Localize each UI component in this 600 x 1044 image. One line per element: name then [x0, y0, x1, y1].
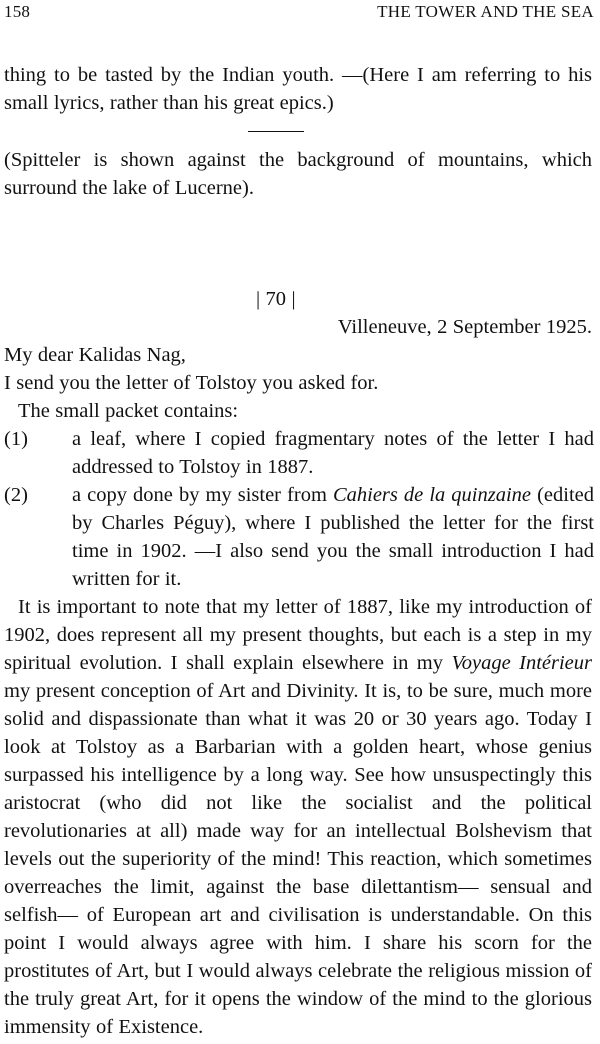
- letter-salutation: My dear Kalidas Nag,: [4, 344, 186, 366]
- running-header: [4, 2, 594, 28]
- book-title: Voyage Intérieur: [451, 652, 593, 674]
- running-title: THE TOWER AND THE SEA: [377, 2, 594, 21]
- list-item: [4, 481, 594, 593]
- letter-main-paragraph: [4, 593, 592, 1041]
- list-item-text: a leaf, where I copied fragmentary notes of the letter I had addressed to Tolstoy in 1887.: [72, 428, 594, 478]
- main-paragraph-end: my present conception of Art and Divinity. It is, to be sure, much more solid and dispassionate than what it was 20 or 30 years ago. Today I look at Tolstoy as a Barbarian with a golden heart, whose genius surpassed his intelligence by a long way. See how unsuspectingly this aristocrat (who did not like the socialist and the political revolutionaries at all) made way for an intellectual Bolshevism that levels out the superiority of the mind! This reaction, which sometimes overreaches the limit, against the base dilettantism— sensual and selfish— of European art and civilisation is understandable. On this point I would always agree with him. I share his scorn for the prostitutes of Art, but I would always celebrate the religious mission of the truly great Art, for it opens the window of the mind to the glorious immensity of Existence.: [4, 680, 592, 1038]
- letter-send-line: I send you the letter of Tolstoy you asked for.: [4, 372, 379, 394]
- list-item-text-end: (edited by Charles Péguy), where I published the letter for the first time in 1902. —I also send you the small introduction I had written for it.: [72, 484, 594, 590]
- paragraph-lyrics-note: thing to be tasted by the Indian youth. —(Here I am referring to his small lyrics, rather than his great epics.): [4, 64, 592, 114]
- list-item-text-start: a copy done by my sister from: [72, 484, 333, 506]
- letter-number: | 70 |: [256, 288, 296, 310]
- letter-dateline: Villeneuve, 2 September 1925.: [337, 316, 592, 338]
- main-paragraph-start: It is important to note that my letter of 1887, like my introduction of 1902, does represent all my present thoughts, but each is a step in my spiritual evolution. I shall explain elsewhere in my: [4, 596, 592, 674]
- paragraph-spitteler-note: (Spitteler is shown against the background of mountains, which surround the lake of Lucerne).: [4, 149, 592, 199]
- journal-title: Cahiers de la quinzaine: [332, 484, 532, 506]
- packet-contents-line: The small packet contains:: [18, 400, 239, 422]
- list-item-text: [72, 481, 594, 593]
- list-item: [4, 425, 594, 481]
- list-item-number: (1): [4, 428, 28, 450]
- section-divider: [248, 131, 304, 132]
- list-item-number: (2): [4, 484, 28, 506]
- page-number: 158: [4, 2, 31, 21]
